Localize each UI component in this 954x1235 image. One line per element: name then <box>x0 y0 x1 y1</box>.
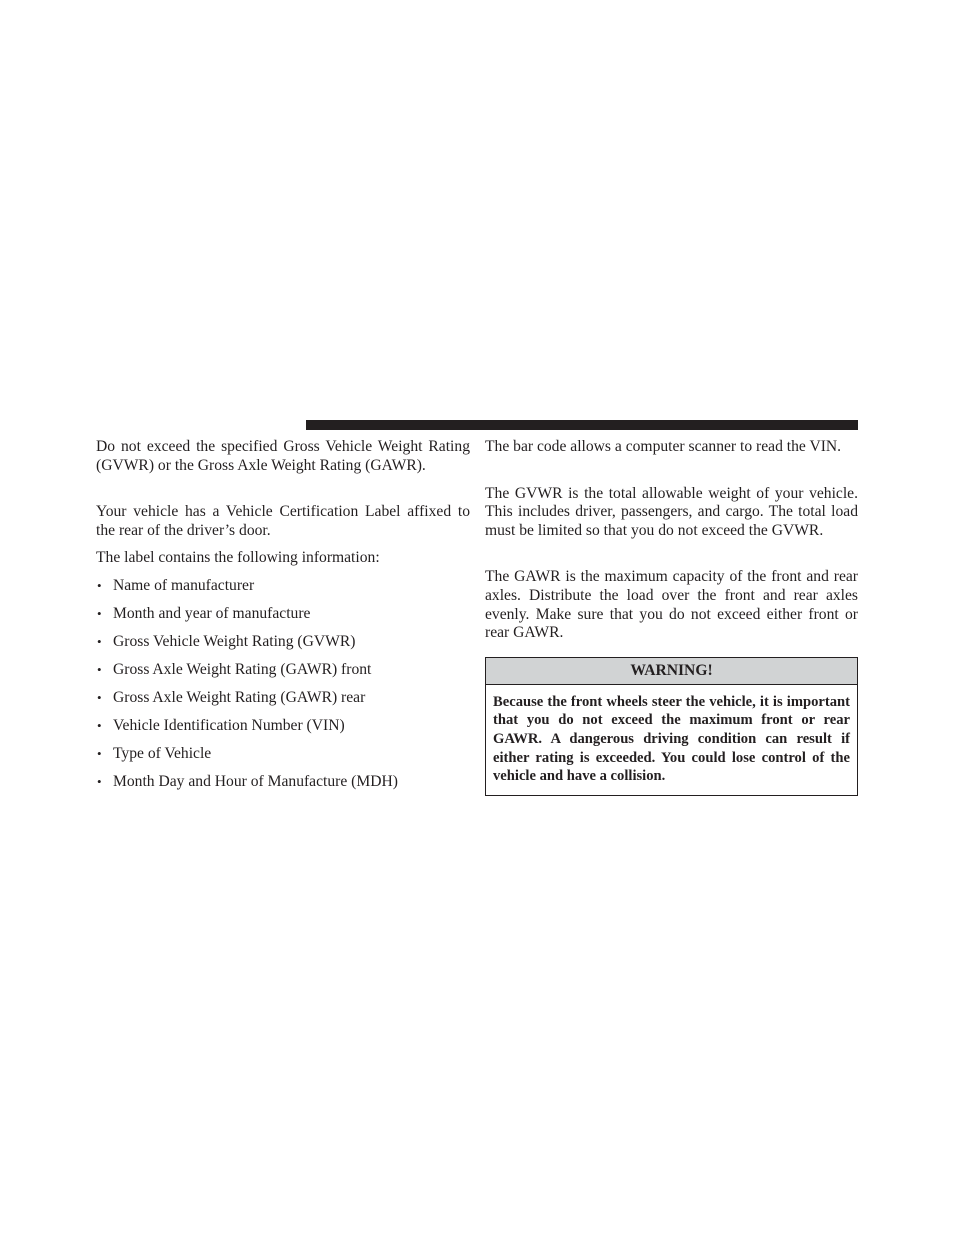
bullet-icon: • <box>97 661 102 677</box>
list-item: • Gross Vehicle Weight Rating (GVWR) <box>97 632 356 650</box>
list-item: • Month and year of manufacture <box>97 604 311 622</box>
certification-label-paragraph: Your vehicle has a Vehicle Certification Label affixed to the rear of the driver’s door. <box>96 503 470 539</box>
warning-text: Because the front wheels steer the vehicle, it is important that you do not exceed the maximum front or rear GAWR. A dangerous driving condition can result if either rating is exceeded. You could lose control of the vehicle and have a collision. <box>493 693 850 785</box>
list-item: • Gross Axle Weight Rating (GAWR) rear <box>97 688 366 706</box>
bullet-icon: • <box>97 633 102 649</box>
right-column <box>485 438 858 796</box>
bullet-icon: • <box>97 577 102 593</box>
left-column <box>96 438 470 801</box>
list-item: • Type of Vehicle <box>97 744 212 762</box>
bullet-icon: • <box>97 605 102 621</box>
bullet-icon: • <box>97 745 102 761</box>
warning-box <box>485 657 858 796</box>
gawr-paragraph: The GAWR is the maximum capacity of the front and rear axles. Distribute the load over the front and rear axles evenly. Make sure that you do not exceed either front or rear GAWR. <box>485 568 858 642</box>
label-contents-list <box>96 577 470 801</box>
list-item: • Name of manufacturer <box>97 576 255 594</box>
bullet-icon: • <box>97 717 102 733</box>
weight-rating-paragraph: Do not exceed the specified Gross Vehicle Weight Rating (GVWR) or the Gross Axle Weight Rating (GAWR). <box>96 438 470 474</box>
list-item: • Gross Axle Weight Rating (GAWR) front <box>97 660 372 678</box>
section-header-rule <box>306 420 858 430</box>
bullet-icon: • <box>97 689 102 705</box>
label-contents-intro: The label contains the following information: <box>96 549 380 567</box>
list-item: • Vehicle Identification Number (VIN) <box>97 716 345 734</box>
warning-title: WARNING! <box>486 658 857 685</box>
bar-code-paragraph: The bar code allows a computer scanner to read the VIN. <box>485 438 842 455</box>
list-item: • Month Day and Hour of Manufacture (MDH) <box>97 772 398 790</box>
gvwr-paragraph: The GVWR is the total allowable weight of your vehicle. This includes driver, passengers, and cargo. The total load must be limited so that you do not exceed the GVWR. <box>485 484 858 539</box>
bullet-icon: • <box>97 773 102 789</box>
